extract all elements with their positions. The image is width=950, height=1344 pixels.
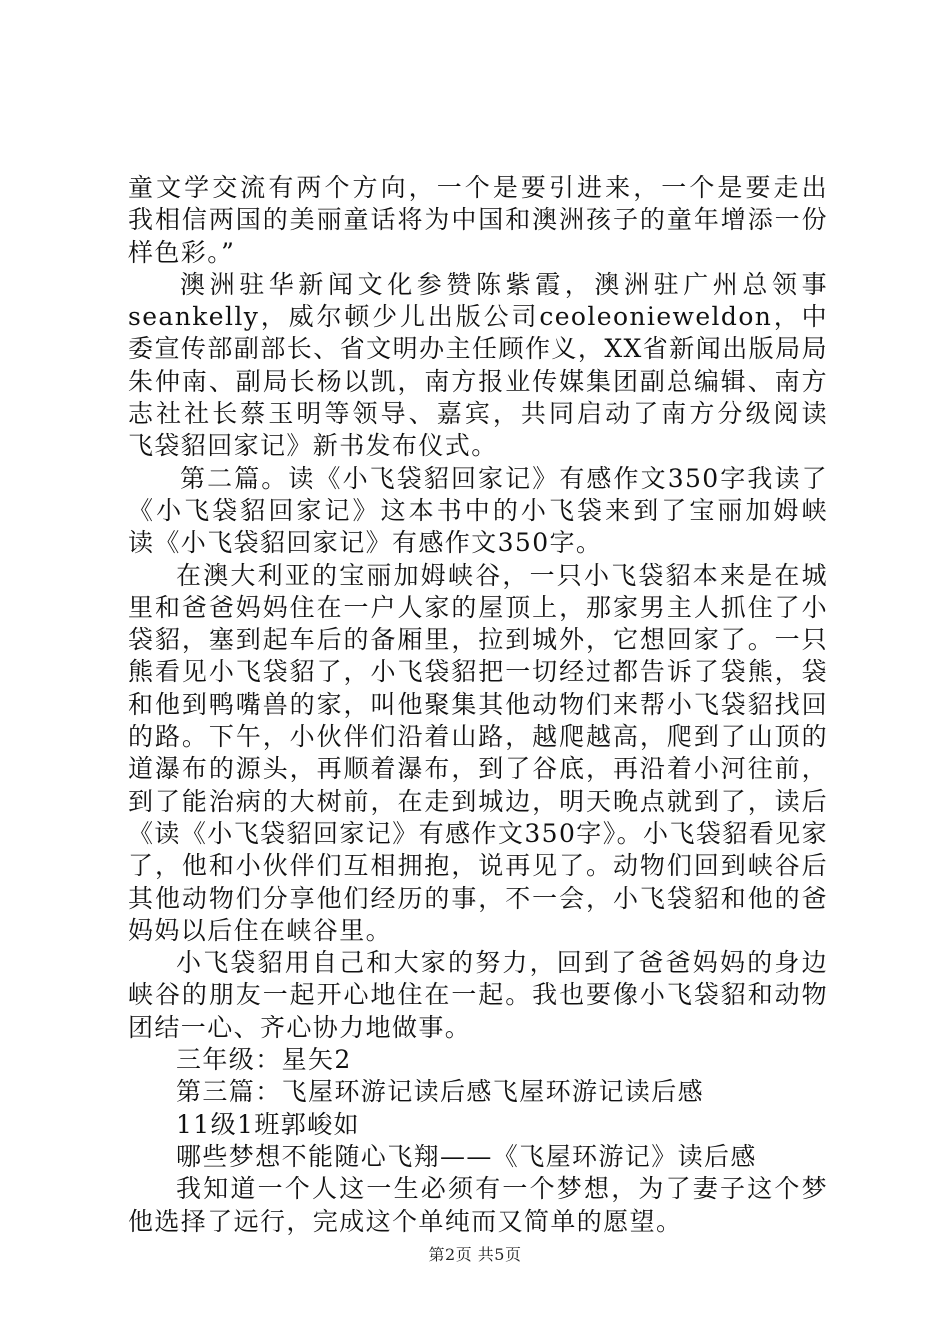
text-line: 第二篇。读《小飞袋貂回家记》有感作文350字我读了 bbox=[180, 463, 828, 493]
essay-title: 哪些梦想不能随心飞翔——《飞屋环游记》读后感 bbox=[176, 1141, 757, 1171]
text-line: 他选择了远行，完成这个单纯而又简单的愿望。 bbox=[128, 1206, 683, 1236]
text-line: 委宣传部副部长、省文明办主任顾作义，XX省新闻出版局局 bbox=[128, 334, 828, 364]
text-line: 我知道一个人这一生必须有一个梦想，为了妻子这个梦 bbox=[176, 1174, 828, 1204]
text-line: 其他动物们分享他们经历的事，不一会，小飞袋貂和他的爸 bbox=[128, 883, 828, 913]
text-line: 峡谷的朋友一起开心地住在一起。我也要像小飞袋貂和动物 bbox=[128, 980, 828, 1010]
paragraph bbox=[128, 1076, 828, 1108]
author-line: 11级1班郭峻如 bbox=[176, 1109, 360, 1139]
document-body bbox=[128, 172, 828, 1238]
text-line: 的路。下午，小伙伴们沿着山路，越爬越高，爬到了山顶的 bbox=[128, 722, 828, 752]
paragraph bbox=[128, 269, 828, 463]
text-line: 样色彩。” bbox=[128, 237, 236, 267]
text-line: 童文学交流有两个方向，一个是要引进来，一个是要走出 bbox=[128, 173, 828, 202]
text-line: 朱仲南、副局长杨以凯，南方报业传媒集团副总编辑、南方 bbox=[128, 366, 828, 396]
paragraph bbox=[128, 1109, 828, 1141]
text-line: 读《小飞袋貂回家记》有感作文350字。 bbox=[128, 528, 603, 558]
text-line: 袋貂，塞到起车后的备厢里，拉到城外，它想回家了。一只 bbox=[128, 625, 828, 655]
page-number-footer: 第2页 共5页 bbox=[428, 1245, 522, 1264]
text-line: 团结一心、齐心协力地做事。 bbox=[128, 1012, 472, 1042]
text-line: 熊看见小飞袋貂了，小飞袋貂把一切经过都告诉了袋熊，袋 bbox=[128, 657, 828, 687]
paragraph bbox=[128, 947, 828, 1044]
text-line: 在澳大利亚的宝丽加姆峡谷，一只小飞袋貂本来是在城 bbox=[176, 560, 828, 590]
paragraph bbox=[128, 172, 828, 269]
text-line: 澳洲驻华新闻文化参赞陈紫霞，澳洲驻广州总领事 bbox=[180, 269, 828, 299]
text-line: seankelly，威尔顿少儿出版公司ceoleonieweldon，中 bbox=[128, 302, 828, 332]
text-line: 到了能治病的大树前，在走到城边，明天晚点就到了，读后 bbox=[128, 786, 828, 816]
paragraph bbox=[128, 1141, 828, 1173]
text-line: 和他到鸭嘴兽的家，叫他聚集其他动物们来帮小飞袋貂找回 bbox=[128, 689, 828, 719]
text-line: 小飞袋貂用自己和大家的努力，回到了爸爸妈妈的身边 bbox=[176, 948, 828, 978]
text-line: 志社社长蔡玉明等领导、嘉宾，共同启动了南方分级阅读 bbox=[128, 399, 828, 429]
paragraph bbox=[128, 1173, 828, 1238]
paragraph bbox=[128, 560, 828, 948]
text-line: 《读《小飞袋貂回家记》有感作文350字》。小飞袋貂看见家 bbox=[128, 818, 828, 848]
text-line: 三年级：星矢2 bbox=[176, 1045, 352, 1075]
section-heading: 第三篇：飞屋环游记读后感飞屋环游记读后感 bbox=[176, 1077, 705, 1107]
text-line: 了，他和小伙伴们互相拥抱，说再见了。动物们回到峡谷后 bbox=[128, 851, 828, 881]
text-line: 我相信两国的美丽童话将为中国和澳洲孩子的童年增添一份 bbox=[128, 205, 828, 235]
text-line: 飞袋貂回家记》新书发布仪式。 bbox=[128, 431, 498, 461]
paragraph bbox=[128, 463, 828, 560]
text-line: 《小飞袋貂回家记》这本书中的小飞袋来到了宝丽加姆峡 bbox=[128, 495, 828, 525]
paragraph bbox=[128, 1044, 828, 1076]
text-line: 里和爸爸妈妈住在一户人家的屋顶上，那家男主人抓住了小 bbox=[128, 592, 828, 622]
text-line: 妈妈以后住在峡谷里。 bbox=[128, 915, 393, 945]
text-line: 道瀑布的源头，再顺着瀑布，到了谷底，再沿着小河往前， bbox=[128, 754, 828, 784]
